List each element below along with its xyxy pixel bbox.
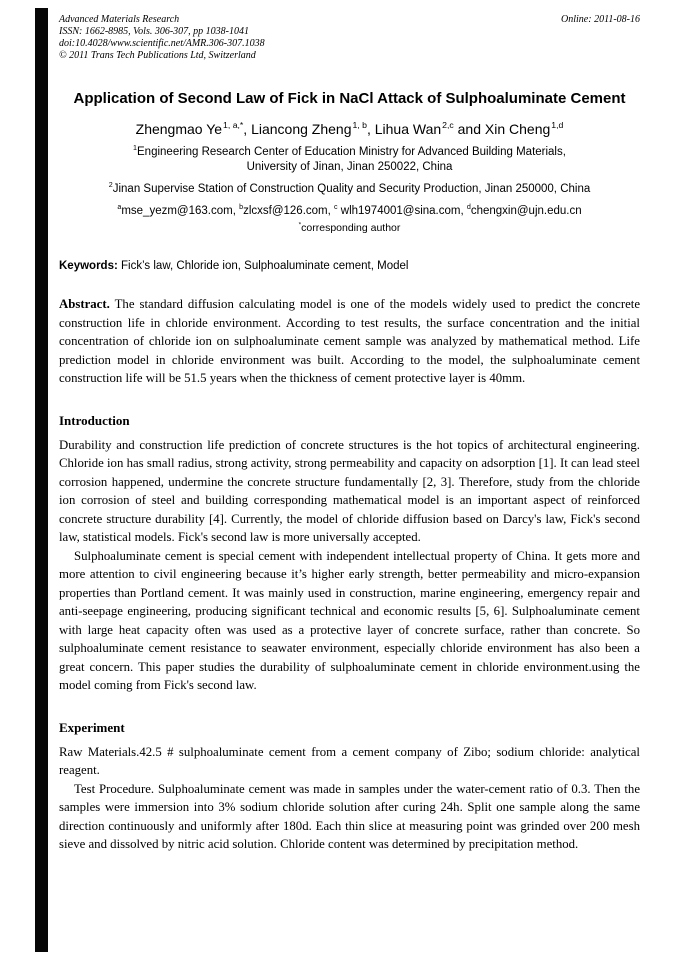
affiliation-text: Engineering Research Center of Education Ministry for Advanced Building Materials, University of Jinan, Jinan 250022, China (137, 146, 566, 173)
corresponding-author-text: corresponding author (301, 222, 401, 234)
email-address: mse_yezm@163.com, (121, 205, 240, 217)
section-heading-experiment: Experiment (59, 719, 125, 735)
email-mark: d (466, 203, 471, 212)
email-mark: c (334, 203, 338, 212)
abstract-paragraph (59, 295, 640, 388)
author-name: Liancong Zheng (251, 121, 352, 137)
journal-name: Advanced Materials Research (59, 14, 180, 25)
abstract-label: Abstract. (59, 297, 110, 311)
author-separator: , (243, 121, 252, 137)
author-affiliation-mark: 1,d (551, 120, 564, 131)
keywords-label: Keywords: (59, 260, 118, 272)
experiment-paragraph-1: Raw Materials.42.5 # sulphoaluminate cement from a cement company of Zibo; sodium chloride: analytical reagent. (59, 744, 640, 777)
section-heading-introduction: Introduction (59, 412, 130, 428)
introduction-paragraph-2: Sulphoaluminate cement is special cement with independent intellectual property of China. It gets more and more attention to civil engineering because it’s higher early strength, better permeability and micro-expansion properties than Portland cement. It was mainly used in construction, marine engineering, emergency repair and anti-seepage engineering, producing significant technical and economic results [5, 6]. Sulphoaluminate cement with large heat capacity often was used as a protective layer of concrete surface, rather than concrete. So sulphoaluminate cement resistance to seawater environment, especially chloride environment has also been a great concern. This paper studies the durability of sulphoaluminate cement in chloride environment.using the model coming from Fick's second law. (59, 548, 640, 692)
corresponding-author-note (59, 221, 640, 235)
authors-line (59, 120, 640, 138)
email-address: wlh1974001@sina.com, (337, 205, 467, 217)
author-affiliation-mark: 2,c (442, 120, 454, 131)
email-address: chengxin@ujn.edu.cn (470, 205, 582, 217)
author-name: Zhengmao Ye (135, 121, 223, 137)
author-emails-line (59, 204, 640, 219)
affiliation-1 (114, 145, 586, 175)
keywords-text: Fick’s law, Chloride ion, Sulphoaluminate cement, Model (121, 260, 409, 272)
author-affiliation-mark: 1, a,* (223, 120, 244, 131)
journal-issn-line: ISSN: 1662-8985, Vols. 306-307, pp 1038-1041 (59, 26, 249, 37)
online-date: Online: 2011-08-16 (561, 14, 640, 25)
abstract-text: The standard diffusion calculating model is one of the models widely used to predict the concrete construction life in chloride environment. According to test results, the surface concentration and the initial concentration of chloride ion on sulphoaluminate cement sample was analyzed by mathematical method. Life prediction model in chloride environment was built. According to the model, the sulphoaluminate cement construction life will be 51.5 years when the thickness of cement protective layer is 40mm. (59, 297, 641, 385)
affiliation-text: Jinan Supervise Station of Construction Quality and Security Production, Jinan 250000, China (112, 183, 591, 195)
paper-content (59, 14, 640, 854)
paper-title: Application of Second Law of Fick in NaCl Attack of Sulphoaluminate Cement (73, 90, 626, 107)
journal-header (59, 14, 640, 62)
affiliation-2 (59, 182, 640, 197)
affiliation-number: 1 (133, 144, 138, 153)
journal-copyright-line: © 2011 Trans Tech Publications Ltd, Switzerland (59, 50, 256, 61)
email-mark: b (239, 203, 244, 212)
experiment-paragraph-2: Test Procedure. Sulphoaluminate cement was made in samples under the water-cement ratio of 0.3. Then the samples were immersion into 3% sodium chloride solution after curing 24h. Split one sample along the same direction continuously and uniformly after 180d. Each thin slice at measuring point was grinded over 200 mesh sieve and dissolved by nitric acid solution. Chloride content was determined by precipitation method. (59, 781, 640, 851)
scan-artifact-bar (35, 8, 48, 952)
author-separator: , (366, 121, 375, 137)
author-name: Lihua Wan (374, 121, 442, 137)
email-mark: a (117, 203, 122, 212)
affiliation-number: 2 (108, 181, 113, 190)
author-name: Xin Cheng (484, 121, 551, 137)
author-affiliation-mark: 1, b (352, 120, 367, 131)
author-separator: and (453, 121, 485, 137)
asterisk-mark: * (298, 221, 302, 229)
email-address: zlcxsf@126.com, (243, 205, 334, 217)
keywords-line (59, 259, 640, 274)
journal-info-block (59, 14, 265, 62)
journal-doi-line: doi:10.4028/www.scientific.net/AMR.306-307.1038 (59, 38, 265, 49)
introduction-paragraph-1: Durability and construction life prediction of concrete structures is the hot topics of architectural engineering. Chloride ion has small radius, strong activity, strong permeability and capacity on adsorption [1]. It can lead steel corrosion happened, undermine the concrete structure fundamentally [2, 3]. Therefore, study from the chloride ion corrosion of steel and building corresponding mathematical model is an important aspect of reinforced concrete structure durability [4]. Currently, the model of chloride diffusion based on Darcy's law, Fick's second law, statistical models. Fick's second law is more universally accepted. (59, 437, 640, 544)
